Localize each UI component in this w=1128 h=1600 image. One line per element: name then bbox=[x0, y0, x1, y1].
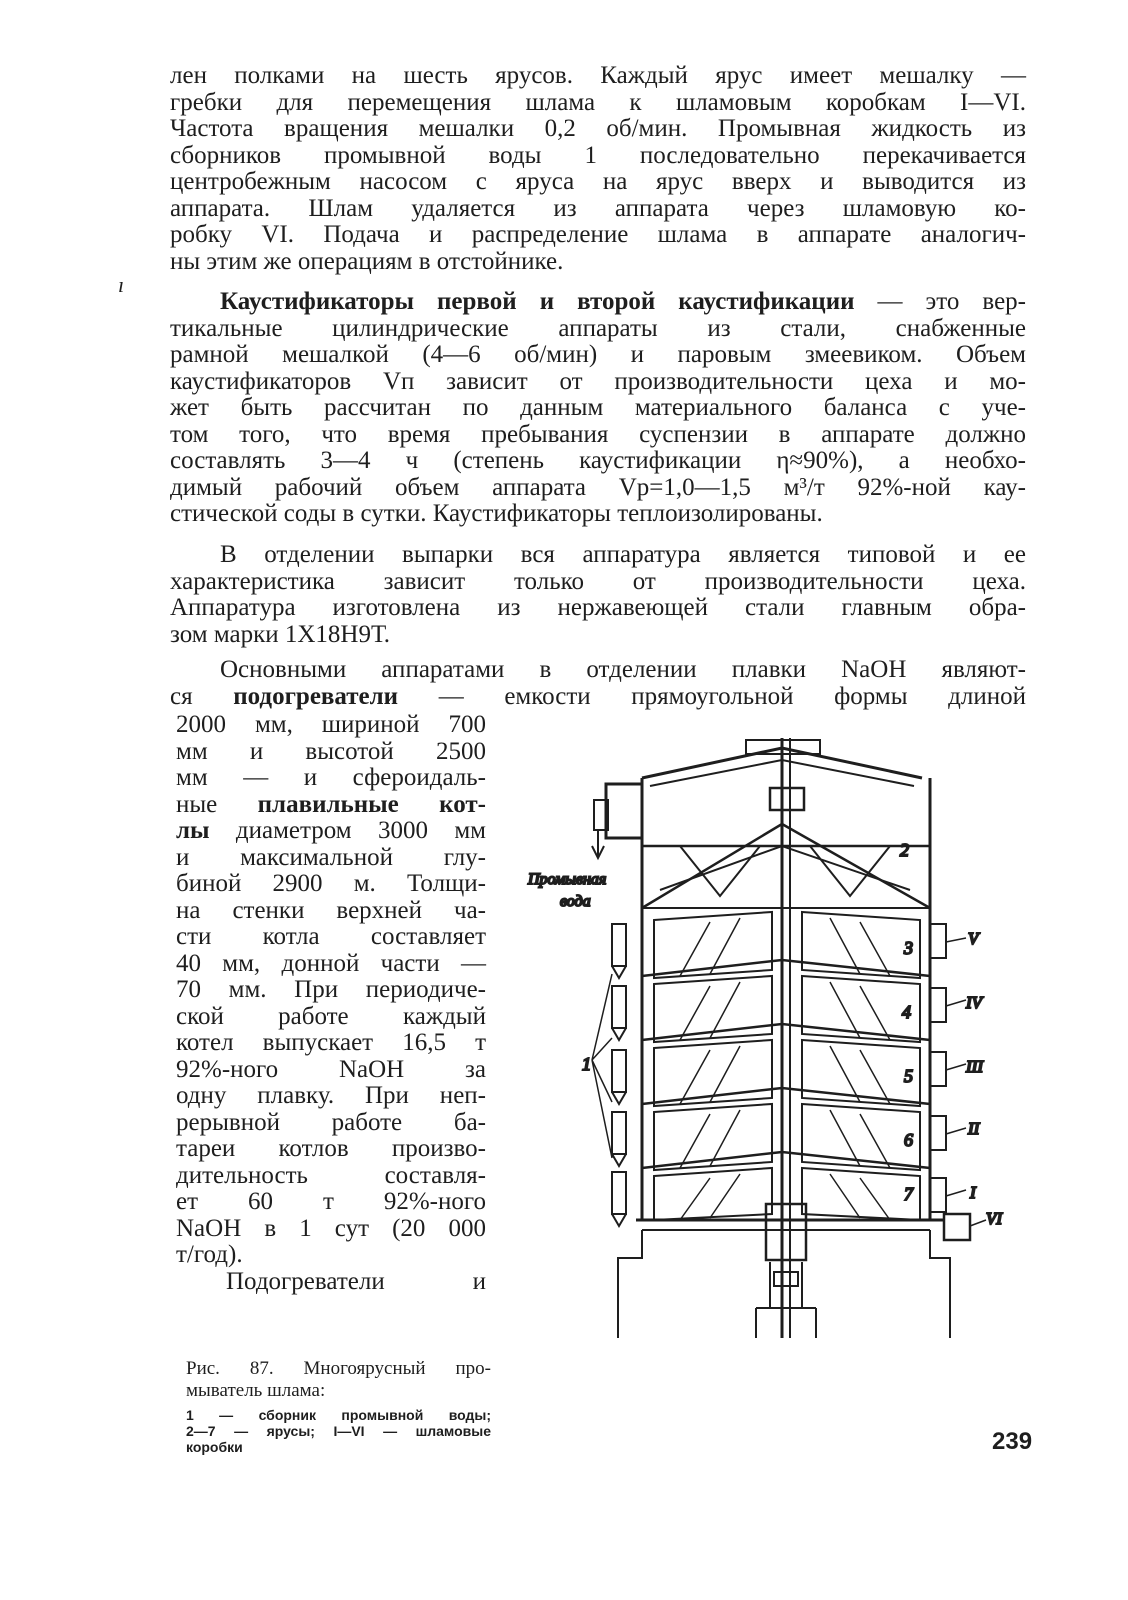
legend-line: коробки bbox=[186, 1439, 243, 1455]
text-line: центробежным насосом с яруса на ярус вверх и выводится из bbox=[170, 168, 1026, 195]
text-line: Основными аппаратами в отделении плавки NaOH являют- bbox=[220, 656, 1026, 683]
text-line: 92%-ного NaOH за bbox=[176, 1055, 486, 1083]
tier-label-3: 3 bbox=[904, 938, 913, 958]
label-wash-water: Промывная bbox=[528, 871, 607, 888]
text-run: — емкости прямоугольной формы длиной bbox=[398, 682, 1026, 710]
text-line: мм — и сфероидаль- bbox=[176, 764, 486, 791]
text-line: каустификаторов Vп зависит от производительности цеха и мо- bbox=[170, 367, 1026, 395]
box-label-ii: II bbox=[968, 1119, 980, 1138]
box-label-iii: III bbox=[966, 1057, 983, 1076]
paragraph-3 bbox=[170, 542, 1026, 648]
text-line: ны этим же операциям в отстойнике. bbox=[170, 247, 564, 275]
text-run: ся bbox=[170, 682, 234, 710]
text-run: ные bbox=[176, 790, 258, 818]
text-line: и максимальной глу- bbox=[176, 843, 486, 871]
washer-diagram bbox=[520, 738, 1020, 1378]
collectors bbox=[592, 924, 626, 1226]
term-melting-pots-end: лы bbox=[176, 817, 210, 844]
text-line: аппарата. Шлам удаляется из аппарата через шламовую ко- bbox=[170, 194, 1026, 222]
tier-label-2: 2 bbox=[900, 840, 909, 860]
text-line: том того, что время пребывания суспензии в аппарате должно bbox=[170, 420, 1026, 448]
text-line: 2000 мм, шириной 700 bbox=[176, 711, 486, 738]
text-line: 70 мм. При периодиче- bbox=[176, 976, 486, 1003]
text-line: одну плавку. При неп- bbox=[176, 1082, 486, 1109]
label-wash-water-2: вода bbox=[560, 893, 591, 910]
page-number: 239 bbox=[992, 1428, 1033, 1455]
text-line bbox=[176, 792, 486, 819]
term-melting-pots: плавильные кот- bbox=[257, 790, 486, 818]
box-label-i: I bbox=[970, 1183, 976, 1202]
text-line bbox=[170, 289, 1026, 316]
text-line: жет быть рассчитан по данным материального баланса с уче- bbox=[170, 394, 1026, 421]
sludge-boxes bbox=[930, 924, 986, 1240]
term-preheaters: подогреватели bbox=[233, 682, 399, 710]
tier-label-4: 4 bbox=[902, 1002, 911, 1022]
paragraph-4 bbox=[170, 657, 1026, 710]
tier-racks bbox=[642, 912, 930, 1220]
figure-caption bbox=[186, 1358, 491, 1402]
legend-line: 2—7 — ярусы; I—VI — шламовые bbox=[186, 1423, 491, 1439]
box-label-iv: IV bbox=[966, 993, 983, 1012]
text-line: мм и высотой 2500 bbox=[176, 737, 486, 765]
text-line bbox=[170, 684, 1026, 711]
text-line: т/год). bbox=[176, 1241, 243, 1268]
tier-label-7: 7 bbox=[904, 1184, 913, 1204]
text-run: — это вер- bbox=[854, 288, 1026, 315]
text-line: рамной мешалкой (4—6 об/мин) и паровым змеевиком. Объем bbox=[170, 341, 1026, 368]
text-line: робку VI. Подача и распределение шлама в аппарате аналогич- bbox=[170, 221, 1026, 248]
text-line: составлять 3—4 ч (степень каустификации η≈90%), а необхо- bbox=[170, 447, 1026, 474]
text-line: характеристика зависит только от производительности цеха. bbox=[170, 567, 1026, 595]
text-line: NaOH в 1 сут (20 000 bbox=[176, 1214, 486, 1242]
term-caustifiers: Каустификаторы первой и второй каустификации bbox=[220, 288, 855, 315]
caption-line: Рис. 87. Многоярусный про- bbox=[186, 1358, 491, 1379]
text-line bbox=[176, 818, 486, 845]
text-line: тареи котлов произво- bbox=[176, 1135, 486, 1162]
text-line: Частота вращения мешалки 0,2 об/мин. Промывная жидкость из bbox=[170, 115, 1026, 142]
box-label-v: V bbox=[968, 929, 979, 948]
paragraph-2 bbox=[170, 289, 1026, 528]
box-label-vi: VI bbox=[986, 1209, 1003, 1228]
side-column-text bbox=[176, 712, 486, 1295]
text-line: лен полками на шесть ярусов. Каждый ярус имеет мешалку — bbox=[170, 62, 1026, 89]
text-line: 40 мм, донной части — bbox=[176, 949, 486, 977]
text-line: ской работе каждый bbox=[176, 1002, 486, 1030]
text-line: зом марки 1Х18Н9Т. bbox=[170, 620, 390, 648]
paragraph-1 bbox=[170, 63, 1026, 275]
text-run: диаметром 3000 мм bbox=[209, 817, 486, 844]
text-line: стической соды в сутки. Каустификаторы теплоизолированы. bbox=[170, 500, 823, 527]
text-line: Подогреватели и bbox=[226, 1267, 486, 1295]
text-line: димый рабочий объем аппарата Vр=1,0—1,5 м³/т 92%-ной кау- bbox=[170, 473, 1026, 501]
text-line: В отделении выпарки вся аппаратура является типовой и ее bbox=[220, 541, 1026, 568]
text-line: сборников промывной воды 1 последовательно перекачивается bbox=[170, 141, 1026, 169]
figure-legend bbox=[186, 1407, 491, 1455]
legend-line: 1 — сборник промывной воды; bbox=[186, 1407, 491, 1423]
text-line: тикальные цилиндрические аппараты из стали, снабженные bbox=[170, 314, 1026, 342]
text-line: ет 60 т 92%-ного bbox=[176, 1188, 486, 1215]
caption-line: мыватель шлама: bbox=[186, 1380, 326, 1401]
text-line: Аппаратура изготовлена из нержавеющей стали главным обра- bbox=[170, 594, 1026, 621]
text-line: котел выпускает 16,5 т bbox=[176, 1029, 486, 1056]
diagram-body bbox=[592, 738, 986, 1338]
text-line: рерывной работе ба- bbox=[176, 1108, 486, 1136]
tier-label-5: 5 bbox=[904, 1066, 913, 1086]
tier-label-6: 6 bbox=[904, 1130, 913, 1150]
text-line: дительность составля- bbox=[176, 1161, 486, 1189]
text-line: гребки для перемещения шлама к шламовым коробкам I—VI. bbox=[170, 88, 1026, 116]
margin-mark: ı bbox=[118, 272, 125, 297]
text-line: на стенки верхней ча- bbox=[176, 896, 486, 924]
label-collector: 1 bbox=[582, 1054, 591, 1074]
text-line: биной 2900 м. Толщи- bbox=[176, 870, 486, 897]
text-line: сти котла составляет bbox=[176, 923, 486, 950]
